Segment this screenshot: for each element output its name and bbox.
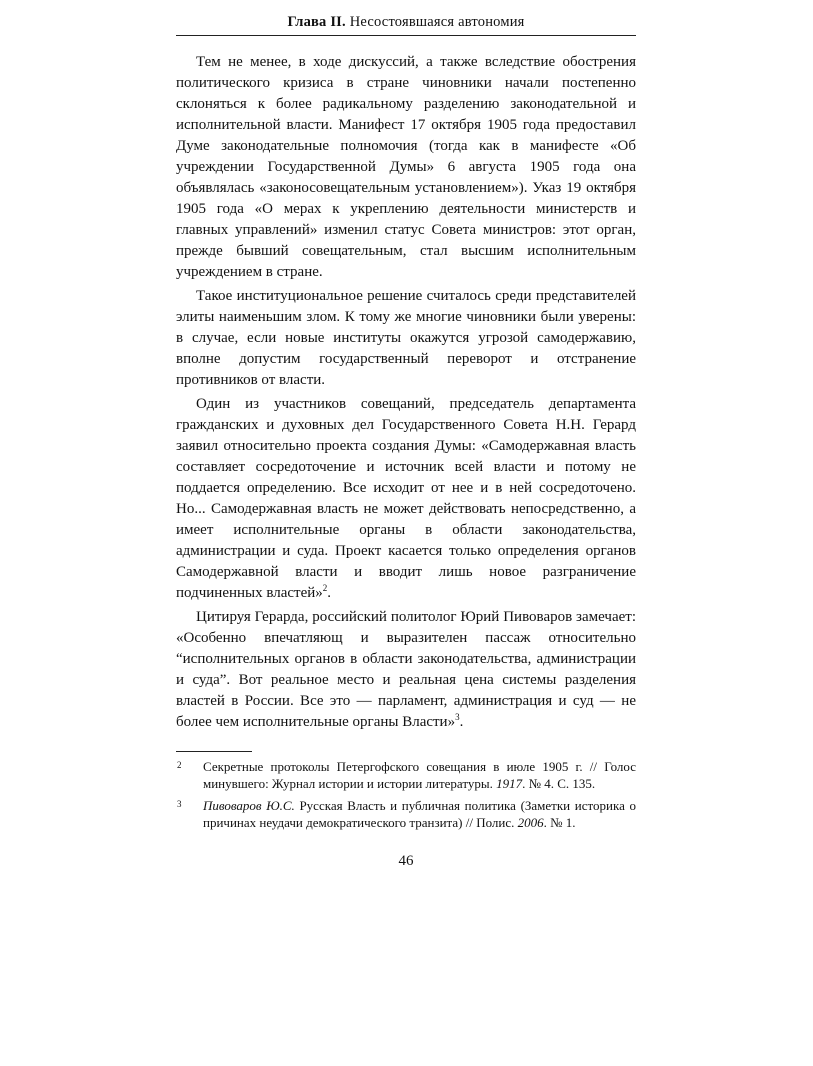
paragraph-text: Тем не менее, в ходе дискуссий, а также вследствие обострения политического кризиса в стране чиновники начали постепенно склоняться к более радикальному разделению законодательной и исполнительной власти. Манифест 17 октября 1905 года предоставил Думе законодательные полномочия (тогда как в манифесте «Об учреждении Государственной Думы» 6 августа 1905 года она объявлялась «законосовещательным установлением»). Указ 19 октября 1905 года «О мерах к укреплению деятельности министерств и главных управлений» изменил статус Совета министров: этот орган, прежде бывший совещательным, стал высшим исполнительным учреждением в стране. (176, 54, 636, 280)
footnote-number: 2 (177, 760, 182, 770)
page-number: 46 (398, 853, 414, 869)
footnote-ref[interactable]: 3 (455, 712, 460, 722)
footnotes (176, 758, 636, 831)
footnote-tail: . № 1. (543, 815, 576, 830)
footnote-ref[interactable]: 2 (322, 583, 328, 593)
paragraph-text: Один из участников совещаний, председатель департамента гражданских и духовных дел Государственного Совета Н.Н. Герард заявил относительно проекта создания Думы: «Самодержавная власть составляет сосредоточение и источник всей власти и потому не поддается определению. Все исходит от нее и в ней сосредоточено. Но... Самодержавная власть не может действовать непосредственно, а имеет исполнительные органы в области законодательства, администрации и суда. Проект касается только определения органов Самодержавной власти и вводит лишь новое разграничение подчиненных властей» (176, 396, 636, 601)
footnote-number: 3 (177, 799, 182, 809)
footnote-separator (176, 751, 252, 752)
paragraph: Цитируя Герарда, российский политолог Юрий Пивоваров замечает: «Особенно впечатляющ и выразителен пассаж относительно “исполнительных органов в области законодательства, администрации и суда”. Вот реальное место и реальная цена системы разделения властей в России. Все это — парламент, администрация и суд — не более чем исполнительные органы Власти»$^3$. (176, 609, 636, 730)
chapter-title: Несостоявшаяся автономия (349, 14, 525, 30)
body-text (176, 52, 636, 733)
paragraph: Один из участников совещаний, председатель департамента гражданских и духовных дел Государственного Совета Н.Н. Герард заявил относительно проекта создания Думы: «Самодержавная власть составляет сосредоточение и источник всей власти и потому не поддается определению. Все исходит от нее и в ней сосредоточено. Но... Самодержавная власть не может действовать непосредственно, а имеет исполнительные органы в области законодательства, администрации и суда. Проект касается только определения органов Самодержавной власти и вводит лишь новое разграничение подчиненных властей»$^2$. (176, 396, 636, 601)
book-page (176, 14, 636, 870)
paragraph-text: Такое институциональное решение считалось среди представителей элиты наименьшим злом. К тому же многие чиновники были уверены: в случае, если новые институты окажутся угрозой самодержавию, вполне допустим государственный переворот и отстранение противников от власти. (176, 288, 636, 388)
running-header (176, 14, 636, 36)
footnote-text (203, 758, 636, 792)
footnote-year: 1917 (496, 776, 523, 791)
footnote-text (203, 797, 636, 831)
paragraph-text: Цитируя Герарда, российский политолог Юрий Пивоваров замечает: «Особенно впечатляющ и выразителен пассаж относительно “исполнительных органов в области законодательства, администрации и суда”. Вот реальное место и реальная цена системы разделения властей в России. Все это — парламент, администрация и суд — не более чем исполнительные органы Власти» (176, 609, 636, 730)
footnote-tail: . № 4. С. 135. (522, 776, 596, 791)
footnote-year: 2006 (517, 815, 544, 830)
footnote (176, 758, 636, 792)
footnote-body: Секретные протоколы Петергофского совещания в июле 1905 г. // Голос минувшего: Журнал истории и истории литературы. (203, 759, 636, 791)
paragraph (176, 52, 636, 283)
paragraph (176, 286, 636, 391)
footnote (176, 797, 636, 831)
chapter-number: Глава II. (287, 14, 346, 30)
footnote-body: Русская Власть и публичная политика (Заметки историка о причинах неудачи демократического транзита) // Полис. (203, 798, 636, 830)
footnote-author: Пивоваров Ю.С. (203, 798, 295, 813)
